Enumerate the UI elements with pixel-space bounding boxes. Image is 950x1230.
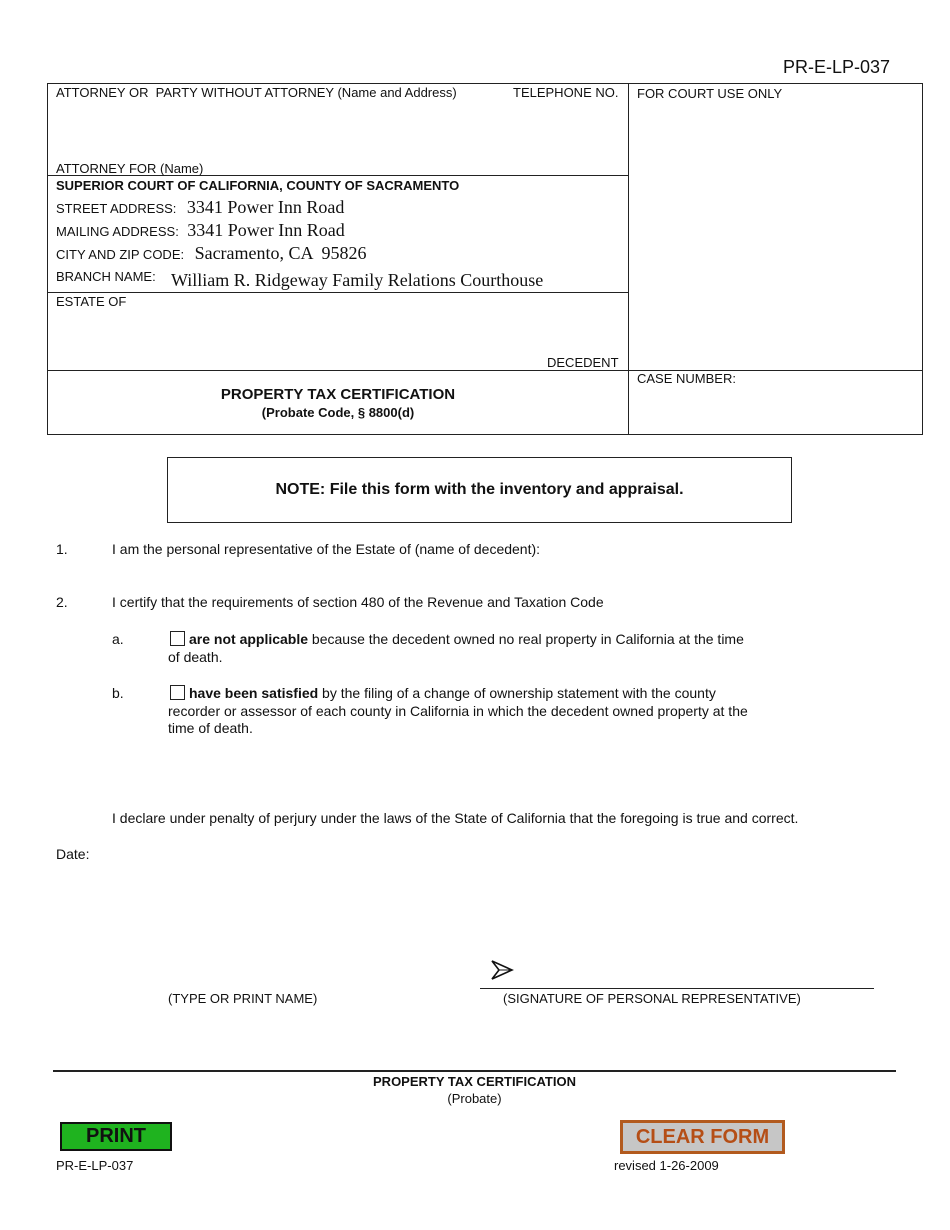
signature-label: (SIGNATURE OF PERSONAL REPRESENTATIVE): [503, 991, 801, 1006]
print-name-label: (TYPE OR PRINT NAME): [168, 991, 318, 1006]
revised-date: revised 1-26-2009: [614, 1158, 719, 1173]
item1-number: 1.: [56, 541, 68, 557]
mailing-value: 3341 Power Inn Road: [187, 220, 345, 240]
court-use-field[interactable]: [634, 104, 916, 364]
branch-label: BRANCH NAME:: [56, 269, 156, 284]
city-row: [56, 243, 367, 264]
item2b-line3: time of death.: [168, 720, 253, 736]
street-row: [56, 197, 344, 218]
print-button[interactable]: PRINT: [60, 1122, 172, 1151]
city-label: CITY AND ZIP CODE:: [56, 247, 185, 262]
estate-name-field[interactable]: [52, 312, 622, 352]
street-value: 3341 Power Inn Road: [186, 197, 345, 217]
item2a-line1: [189, 631, 744, 647]
telephone-label: TELEPHONE NO.: [513, 85, 619, 100]
form-title: PROPERTY TAX CERTIFICATION: [220, 386, 456, 403]
item2a-letter: a.: [112, 631, 124, 647]
attorney-for-label: ATTORNEY FOR (Name): [56, 161, 204, 176]
street-label: STREET ADDRESS:: [56, 201, 177, 216]
decedent-label: DECEDENT: [547, 355, 619, 370]
arrowhead-icon: [490, 958, 514, 982]
item2a-bold: are not applicable: [189, 631, 309, 647]
footer-title: PROPERTY TAX CERTIFICATION: [373, 1074, 576, 1089]
footer-rule: [53, 1070, 896, 1072]
item2a-line2: of death.: [168, 649, 223, 665]
form-id-top: PR-E-LP-037: [783, 57, 891, 77]
form-subtitle: (Probate Code, § 8800(d): [261, 405, 415, 420]
item2-number: 2.: [56, 594, 68, 610]
date-field[interactable]: [98, 842, 358, 864]
clear-form-button[interactable]: CLEAR FORM: [620, 1120, 785, 1154]
attorney-label: ATTORNEY OR PARTY WITHOUT ATTORNEY (Name and Address): [56, 85, 457, 100]
item2b-letter: b.: [112, 685, 124, 701]
declaration: I declare under penalty of perjury under the laws of the State of California that the foregoing is true and correct.: [112, 810, 799, 826]
item2a-rest: because the decedent owned no real property in California at the time: [308, 631, 744, 647]
signature-line: [480, 988, 874, 989]
item2b-bold: have been satisfied: [189, 685, 319, 701]
branch-value: William R. Ridgeway Family Relations Courthouse: [171, 270, 544, 290]
city-value: Sacramento, CA 95826: [194, 243, 367, 263]
court-name: SUPERIOR COURT OF CALIFORNIA, COUNTY OF SACRAMENTO: [56, 178, 460, 193]
item2b-rest: by the filing of a change of ownership statement with the county: [318, 685, 716, 701]
note-text: NOTE: File this form with the inventory and appraisal.: [275, 481, 684, 498]
attorney-name-field[interactable]: [52, 103, 622, 157]
estate-label: ESTATE OF: [56, 294, 127, 309]
item2b-line1: [189, 685, 716, 701]
satisfied-checkbox[interactable]: [170, 685, 185, 700]
mailing-label: MAILING ADDRESS:: [56, 224, 179, 239]
case-number-field[interactable]: [634, 390, 916, 428]
item1-text: I am the personal representative of the Estate of (name of decedent):: [112, 541, 541, 557]
date-label: Date:: [56, 846, 90, 862]
item2b-line2: recorder or assessor of each county in California in which the decedent owned property at the: [168, 703, 748, 719]
case-number-label: CASE NUMBER:: [637, 371, 736, 386]
printed-name-field[interactable]: [110, 960, 440, 986]
item2-text: I certify that the requirements of section 480 of the Revenue and Taxation Code: [112, 594, 604, 610]
footer-form-id: PR-E-LP-037: [56, 1158, 134, 1173]
not-applicable-checkbox[interactable]: [170, 631, 185, 646]
footer-subtitle: (Probate): [447, 1091, 502, 1106]
mailing-row: [56, 220, 345, 241]
court-use-label: FOR COURT USE ONLY: [637, 86, 783, 101]
